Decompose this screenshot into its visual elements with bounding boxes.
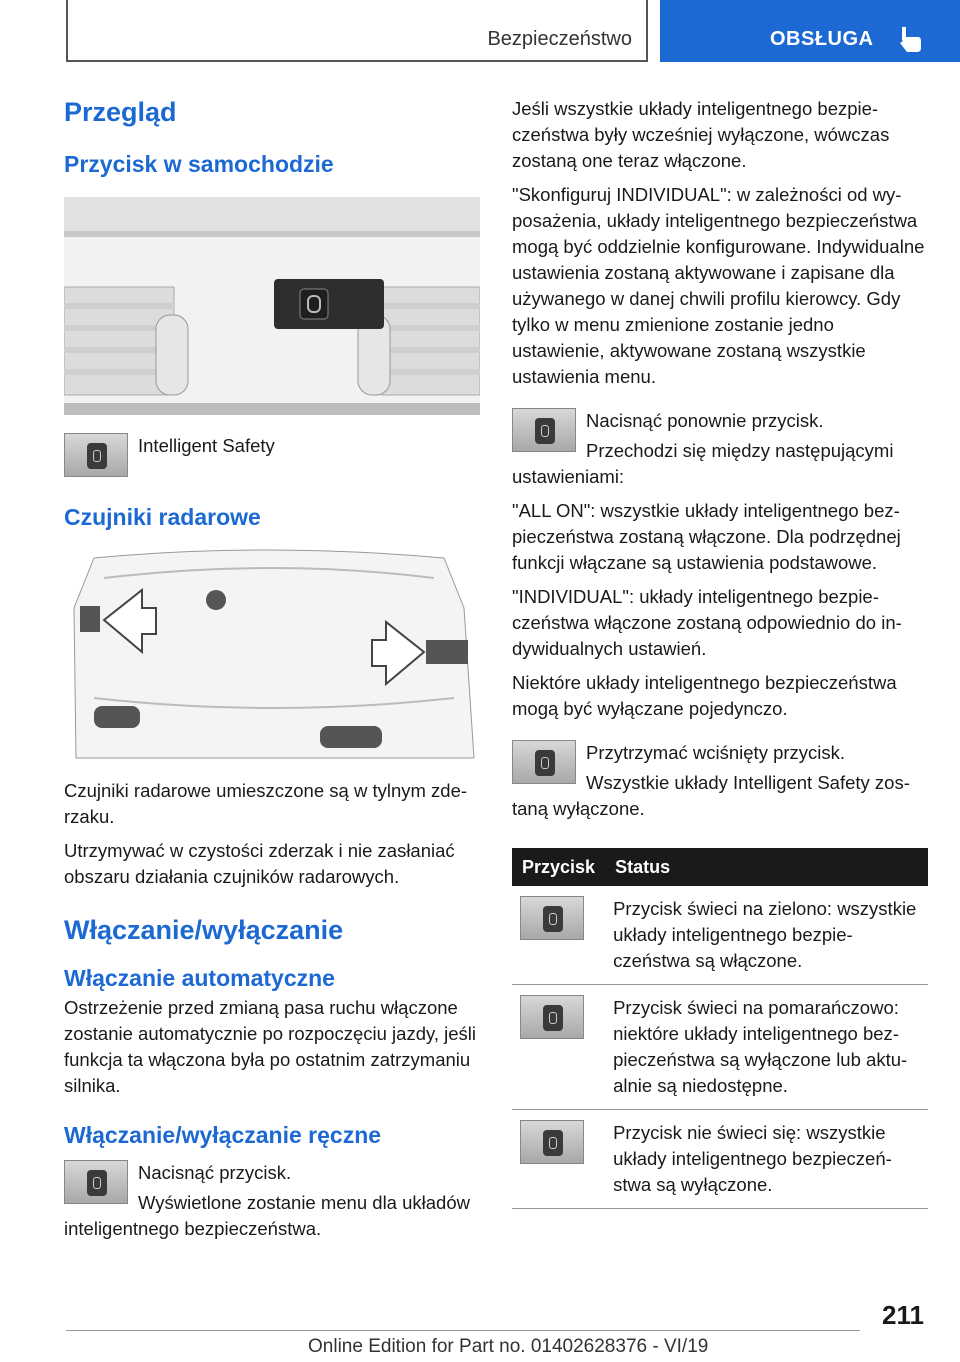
automatic-on-paragraph: Ostrzeżenie przed zmianą pasa ruchu włączone zostanie automatycznie po rozpoczęciu jazdy, jeśli funkcja ta włączona była po ostatnim zatrzymaniu silnika. — [64, 997, 477, 1097]
header-chapter-tab[interactable] — [660, 0, 960, 62]
button-caption-row — [64, 433, 480, 477]
step3-paragraph: Wszystkie układy Intelligent Safety zostaną wyłączone. — [512, 772, 910, 819]
heading-automatic-on: Włączanie automatyczne — [64, 965, 335, 992]
heading-overview: Przegląd — [64, 97, 177, 127]
header-section-tab — [66, 0, 648, 62]
intelligent-safety-button-icon — [64, 433, 128, 477]
heading-button-in-car: Przycisk w samochodzie — [64, 151, 334, 178]
some-systems-paragraph: Niektóre układy inteligentnego bezpieczeństwa mogą być wyłączane pojedynczo. — [512, 672, 897, 719]
right-column — [512, 96, 928, 1209]
hand-pointer-icon — [896, 24, 924, 54]
footer-divider — [66, 1330, 860, 1331]
manual-paragraph: Wyświetlone zostanie menu dla układów inteligentnego bezpieczeństwa. — [64, 1191, 470, 1239]
heading-on-off: Włączanie/wyłączanie — [64, 914, 344, 945]
radar-paragraph-2: Utrzymywać w czystości zderzak i nie zasłaniać obszaru działania czujników radarowych. — [64, 839, 455, 887]
right-paragraph-individual-config: "Skonfiguruj INDIVIDUAL": w zależności od wyposażenia, układy inteligentnego bezpieczeństwa mogą być oddzielnie konfigurowane. Indywidualne ustawienia zostaną aktywowane i zapisane dla używanego w danej chwili profilu kierowcy. Gdy tylko w menu zmienione zostanie jedno ustawienie, aktywowane zostaną wszystkie ustawienia menu. — [512, 184, 925, 387]
table-row — [512, 886, 928, 985]
heading-manual-on-off: Włączanie/wyłączanie ręczne — [64, 1122, 382, 1149]
intelligent-safety-button-icon — [520, 1120, 584, 1164]
right-paragraph-1: Jeśli wszystkie układy inteligentnego bezpieczeństwa były wcześniej wyłączone, wówczas zostaną one teraz włączone. — [512, 98, 890, 171]
status-table — [512, 848, 928, 1209]
individual-paragraph: "INDIVIDUAL": układy inteligentnego bezpieczeństwa włączone zostaną odpowiednio do indywidualnych ustawień. — [512, 586, 902, 659]
dashboard-button-illustration — [64, 197, 480, 415]
left-column — [64, 96, 480, 1242]
step2-text: Nacisnąć ponownie przycisk. — [586, 410, 824, 431]
intelligent-safety-button-icon — [512, 408, 576, 452]
radar-paragraph-1: Czujniki radarowe umieszczone są w tylnym zderzaku. — [64, 779, 468, 827]
intelligent-safety-button-icon — [520, 896, 584, 940]
intelligent-safety-button-icon — [520, 995, 584, 1039]
intelligent-safety-button-icon — [64, 1160, 128, 1204]
table-header-status: Status — [605, 848, 928, 886]
table-cell-status: Przycisk świeci na pomarańczowo: niektóre układy inteligentnego bezpieczeństwa są wyłączone lub aktualnie są niedostępne. — [605, 985, 928, 1110]
table-cell-status: Przycisk nie świeci się: wszystkie układy inteligentnego bezpieczeństwa są wyłączone. — [605, 1110, 928, 1209]
header-section-label: Bezpieczeństwo — [487, 28, 632, 50]
footer-edition: Online Edition for Part no. 01402628376 - VI/19 — [308, 1336, 709, 1357]
table-header-button: Przycisk — [512, 848, 605, 886]
table-row — [512, 985, 928, 1110]
left-air-vent — [64, 287, 188, 395]
step2-paragraph: Przechodzi się między następującymi ustawieniami: — [512, 440, 894, 487]
button-caption: Intelligent Safety — [138, 435, 275, 457]
table-cell-status: Przycisk świeci na zielono: wszystkie układy inteligentnego bezpieczeństwa są włączone. — [605, 886, 928, 985]
heading-radar-sensors: Czujniki radarowe — [64, 504, 261, 531]
rear-bumper-illustration — [64, 548, 480, 768]
page-number: 211 — [882, 1300, 924, 1330]
intelligent-safety-button-icon — [512, 740, 576, 784]
all-on-paragraph: "ALL ON": wszystkie układy inteligentnego bezpieczeństwa zostaną włączone. Dla podrzędnej funkcji włączane są ustawienia podstawowe. — [512, 500, 901, 573]
header-chapter-label: OBSŁUGA — [770, 28, 874, 50]
manual-step: Nacisnąć przycisk. — [138, 1161, 292, 1183]
table-row — [512, 1110, 928, 1209]
step3-text: Przytrzymać wciśnięty przycisk. — [586, 742, 846, 763]
